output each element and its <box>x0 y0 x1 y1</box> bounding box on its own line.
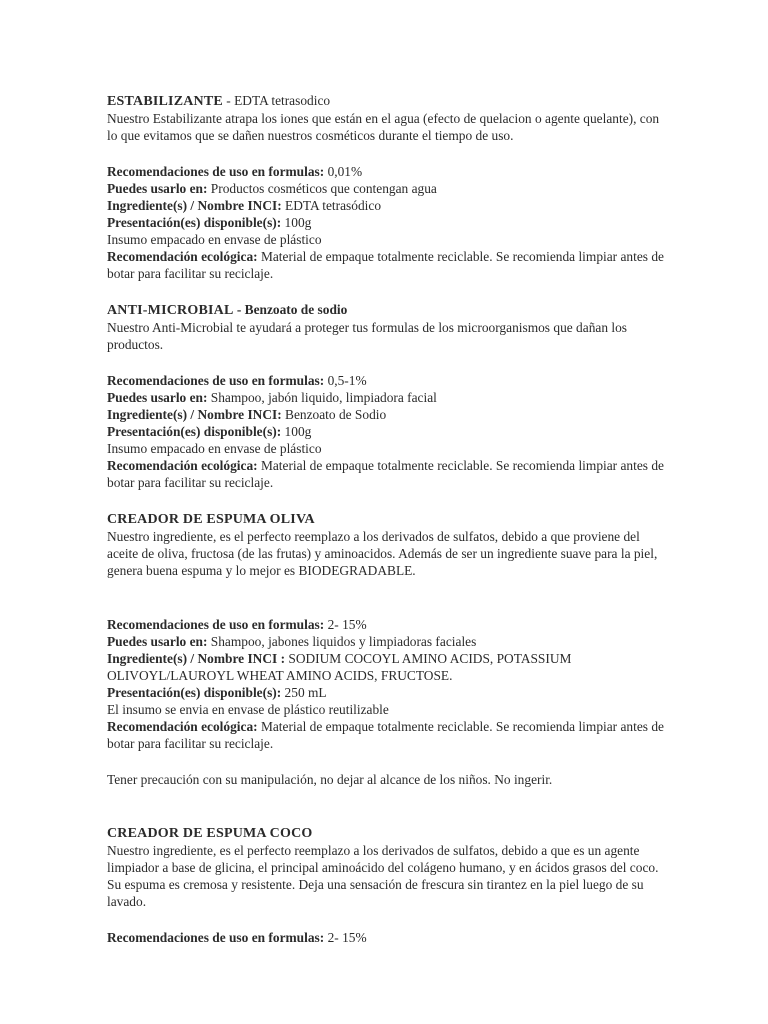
detail-label: Recomendaciones de uso en formulas: <box>107 373 325 388</box>
detail-line <box>107 197 667 214</box>
detail-value: Benzoato de Sodio <box>281 407 387 422</box>
detail-line <box>107 180 667 197</box>
detail-label: Recomendación ecológica: <box>107 458 258 473</box>
detail-value: 0,5-1% <box>324 373 367 388</box>
detail-label: Recomendaciones de uso en formulas: <box>107 930 325 945</box>
detail-label: Recomendaciones de uso en formulas: <box>107 617 325 632</box>
detail-line <box>107 616 667 633</box>
detail-line <box>107 684 667 701</box>
section-estabilizante <box>107 92 667 282</box>
detail-value: SODIUM COCOYL AMINO ACIDS, POTASSIUM OLIVOYL/LAUROYL WHEAT AMINO ACIDS, FRUCTOSE. <box>107 651 572 683</box>
detail-label: Recomendación ecológica: <box>107 719 258 734</box>
detail-line <box>107 423 667 440</box>
detail-value: 0,01% <box>324 164 363 179</box>
detail-line <box>107 163 667 180</box>
detail-value: Productos cosméticos que contengan agua <box>207 181 437 196</box>
detail-label: Ingrediente(s) / Nombre INCI : <box>107 651 286 666</box>
detail-value: Shampoo, jabones liquidos y limpiadoras faciales <box>207 634 477 649</box>
detail-line <box>107 650 667 684</box>
detail-line <box>107 389 667 406</box>
section-subtitle: - EDTA tetrasodico <box>222 93 331 108</box>
detail-value: Material de empaque totalmente reciclable. Se recomienda limpiar antes de botar para facilitar su reciclaje. <box>107 249 664 281</box>
section-heading <box>107 92 667 110</box>
detail-line <box>107 718 667 752</box>
detail-value: 2- 15% <box>324 930 367 945</box>
detail-line <box>107 231 667 248</box>
section-title: ANTI-MICROBIAL <box>107 303 234 318</box>
section-description: Nuestro ingrediente, es el perfecto reemplazo a los derivados de sulfatos, debido a que es un agente limpiador a base de glicina, el principal aminoácido del colágeno humano, y en ácidos grasos del coco. Su espuma es cremosa y resistente. Deja una sensación de frescura sin tirantez en la piel luego de su lavado. <box>107 843 659 909</box>
detail-line <box>107 457 667 491</box>
section-title: ESTABILIZANTE <box>107 94 223 109</box>
document-page <box>107 92 667 946</box>
detail-value: Material de empaque totalmente reciclable. Se recomienda limpiar antes de botar para facilitar su reciclaje. <box>107 719 664 751</box>
section-subtitle: - Benzoato de sodio <box>233 302 348 317</box>
detail-line <box>107 406 667 423</box>
detail-value: 100g <box>281 215 312 230</box>
detail-label: Puedes usarlo en: <box>107 390 208 405</box>
detail-label: Puedes usarlo en: <box>107 181 208 196</box>
section-description: Nuestro Anti-Microbial te ayudará a proteger tus formulas de los microorganismos que dañan los productos. <box>107 320 627 352</box>
safety-note: Tener precaución con su manipulación, no dejar al alcance de los niños. No ingerir. <box>107 772 553 787</box>
detail-line <box>107 929 667 946</box>
section-heading <box>107 301 667 319</box>
detail-line <box>107 633 667 650</box>
detail-line <box>107 701 667 718</box>
section-heading <box>107 824 667 842</box>
detail-value: 2- 15% <box>324 617 367 632</box>
detail-line <box>107 372 667 389</box>
section-title: CREADOR DE ESPUMA OLIVA <box>107 512 315 527</box>
detail-value: EDTA tetrasódico <box>281 198 382 213</box>
section-espuma-coco <box>107 824 667 946</box>
detail-label: Presentación(es) disponible(s): <box>107 685 282 700</box>
detail-line <box>107 214 667 231</box>
section-title: CREADOR DE ESPUMA COCO <box>107 826 313 841</box>
detail-value: Insumo empacado en envase de plástico <box>107 232 322 247</box>
detail-label: Ingrediente(s) / Nombre INCI: <box>107 198 282 213</box>
detail-label: Puedes usarlo en: <box>107 634 208 649</box>
section-description: Nuestro Estabilizante atrapa los iones que están en el agua (efecto de quelacion o agente quelante), con lo que evitamos que se dañen nuestros cosméticos durante el tiempo de uso. <box>107 111 660 143</box>
section-description: Nuestro ingrediente, es el perfecto reemplazo a los derivados de sulfatos, debido a que proviene del aceite de oliva, fructosa (de las frutas) y aminoacidos. Además de ser un ingrediente suave para la piel, genera buena espuma y lo mejor es BIODEGRADABLE. <box>107 529 658 578</box>
detail-label: Recomendación ecológica: <box>107 249 258 264</box>
detail-value: El insumo se envia en envase de plástico reutilizable <box>107 702 389 717</box>
detail-label: Ingrediente(s) / Nombre INCI: <box>107 407 282 422</box>
detail-label: Presentación(es) disponible(s): <box>107 424 282 439</box>
detail-value: 250 mL <box>281 685 327 700</box>
detail-line <box>107 440 667 457</box>
detail-label: Presentación(es) disponible(s): <box>107 215 282 230</box>
detail-value: Material de empaque totalmente reciclable. Se recomienda limpiar antes de botar para facilitar su reciclaje. <box>107 458 664 490</box>
detail-value: 100g <box>281 424 312 439</box>
detail-value: Insumo empacado en envase de plástico <box>107 441 322 456</box>
detail-line <box>107 248 667 282</box>
detail-label: Recomendaciones de uso en formulas: <box>107 164 325 179</box>
section-espuma-oliva <box>107 510 667 788</box>
section-heading <box>107 510 667 528</box>
detail-value: Shampoo, jabón liquido, limpiadora facial <box>207 390 437 405</box>
section-anti-microbial <box>107 301 667 491</box>
